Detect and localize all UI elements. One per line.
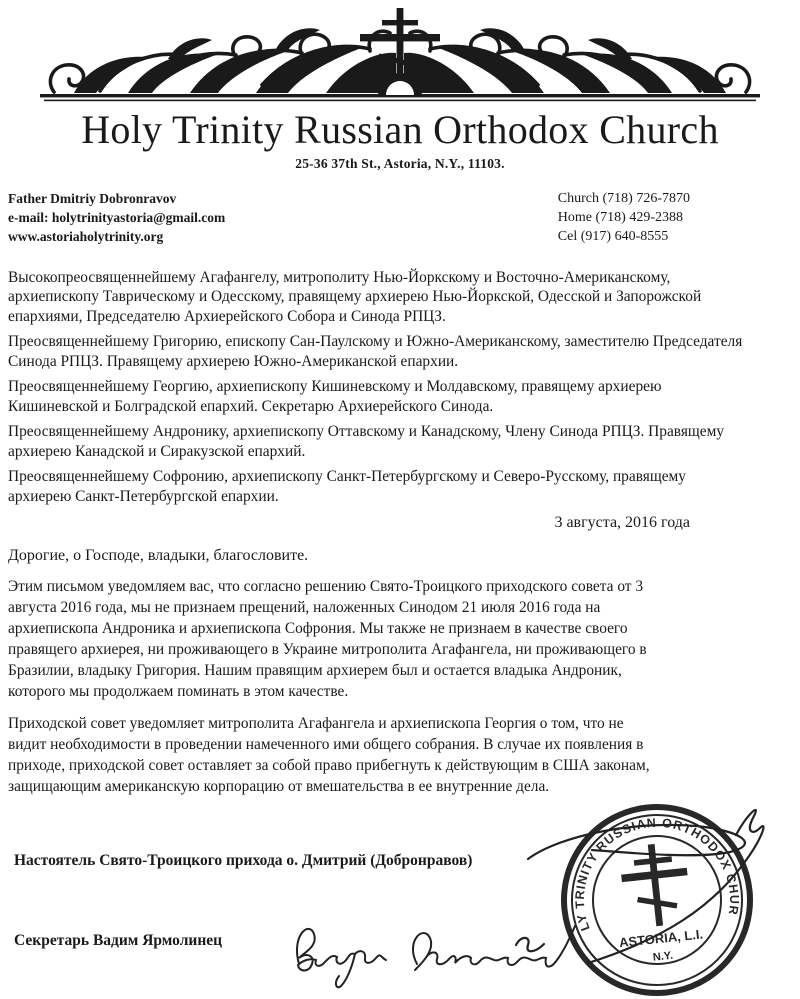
greeting-line: Дорогие, о Господе, владыки, благословите. [8, 547, 309, 565]
website-line: www.astoriaholytrinity.org [8, 228, 164, 244]
seal-locality-text: ASTORIA, L.I. [618, 926, 704, 951]
church-name-title: Holy Trinity Russian Orthodox Church [81, 107, 719, 152]
ornamental-header-engraving [40, 5, 760, 105]
baseline-bar [40, 94, 760, 101]
contact-right [558, 189, 690, 246]
priest-name: Father Dmitriy Dobronravov [8, 190, 177, 206]
secretary-signature-handwriting [275, 912, 585, 992]
contact-left [8, 189, 225, 246]
church-address: 25-36 37th St., Astoria, N.Y., 11103. [295, 155, 505, 171]
recipient-paragraph: Преосвященнейшему Андронику, архиепископу Оттавскому и Канадскому, Члену Синода РПЦЗ. Правящему архиерею Канадской и Сиракузской епархий. [8, 423, 725, 460]
contact-block [8, 189, 792, 246]
recipient-paragraph: Преосвященнейшему Георгию, архиепископу Кишиневскому и Молдавскому, правящему архиерею Кишиневской и Болградской епархий. Секретарю Архиерейского Синода. [8, 378, 662, 415]
recipient-paragraph: Высокопреосвященнейшему Агафангелу, митрополиту Нью-Йоркскому и Восточно-Американскому, архиепископу Таврическому и Одесскому, правящему архиерею Нью-Йоркской, Одесской и Запорожской епархиями, Председателю Архиерейского Собора и Синода РПЦЗ. [8, 268, 702, 325]
body-paragraph: Приходской совет уведомляет митрополита Агафангела и архиепископа Георгия о том, что не видит необходимости в проведении намеченного ими общего собрания. В случае их появления в приходе, приходской совет оставляет за собой право прибегнуть к действующим в США законам, защищающим американскую корпорацию от вмешательства в ее внутренние дела. [8, 715, 650, 796]
cell-phone: Cel (917) 640-8555 [557, 228, 669, 244]
recipient-list [8, 268, 753, 507]
home-phone: Home (718) 429-2388 [557, 209, 683, 225]
body-paragraph: Этим письмом уведомляем вас, что согласно решению Свято-Троицкого приходского совета от 3 августа 2016 года, мы не признаем прещений, наложенных Синодом 21 июля 2016 года на архиепископа Андроника и архиепископа Софрония. Мы также не признаем в качестве своего правящего архиерея, ни проживающего в Украине митрополита Агафангела, ни проживающего в Бразилии, владыку Григория. Нашим правящим архиерем был и остается владыка Андроник, которого мы продолжаем поминать в этом качестве. [8, 578, 647, 701]
recipient-paragraph: Преосвященнейшему Григорию, епископу Сан-Паулскому и Южно-Американскому, заместителю Председателя Синода РПЦЗ. Правящему архиерею Южно-Американской епархии. [8, 333, 743, 370]
email-line: e-mail: holytrinityastoria@gmail.com [8, 209, 226, 225]
rector-signature-line: Настоятель Свято-Троицкого прихода о. Дмитрий (Добронравов) [14, 852, 473, 869]
recipient-paragraph: Преосвященнейшему Софронию, архиепископу Санкт-Петербургскому и Северо-Русскому, правящему архиерею Санкт-Петербургской епархии. [8, 468, 686, 505]
secretary-signature-line: Секретарь Вадим Ярмолинец [14, 932, 223, 949]
seal-state-text: N.Y. [652, 949, 674, 964]
church-phone: Church (718) 726-7870 [557, 190, 690, 206]
seal-ring-text: HOLY TRINITY RUSSIAN ORTHODOX CHURCH [533, 800, 741, 933]
letter-date: 3 августа, 2016 года [554, 514, 690, 532]
